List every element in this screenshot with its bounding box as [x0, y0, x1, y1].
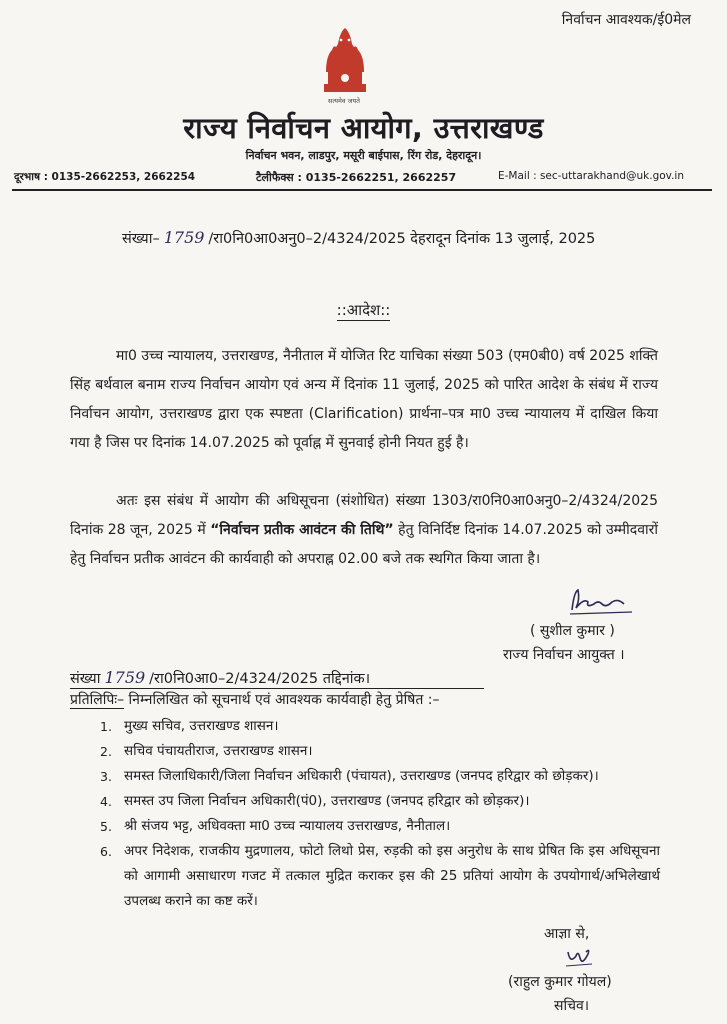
national-emblem-icon	[318, 22, 372, 98]
copy-reference-underline	[70, 688, 484, 689]
order-heading-text: ::आदेश::	[336, 301, 391, 319]
copy-recipient-list	[100, 714, 660, 914]
secretary-name: (राहुल कुमार गोयल)	[508, 974, 612, 990]
commissioner-signature	[566, 586, 636, 616]
list-item-number: 6.	[100, 844, 112, 859]
list-item-number: 2.	[100, 744, 112, 759]
commission-title: राज्य निर्वाचन आयोग, उत्तराखण्ड	[183, 111, 544, 145]
list-item	[100, 714, 660, 739]
copy-reference-prefix: संख्या	[70, 671, 101, 687]
list-item-number: 3.	[100, 769, 112, 784]
order-paragraph-2-end: हेतु विनिर्दिष्ट दिनांक 14.07.2025 को उम्मीदवारों हेतु निर्वाचन प्रतीक आवंटन की कार्यवाही को अपराह्न 02.00 बजे तक स्थगित किया जाता है।	[70, 522, 659, 567]
copy-reference-rest: /रा0नि0आ0–2/4324/2025 तद्दिनांक।	[149, 671, 371, 687]
copy-reference-handwritten-number: 1759	[104, 668, 146, 687]
top-right-note: निर्वाचन आवश्यक/ई0मेल	[561, 12, 691, 28]
list-item	[100, 764, 660, 789]
order-heading	[0, 300, 727, 320]
list-item-text: समस्त उप जिला निर्वाचन अधिकारी(पं0), उत्तराखण्ड (जनपद हरिद्वार को छोड़कर)।	[124, 793, 530, 809]
secretary-signature	[564, 944, 594, 970]
commissioner-name: ( सुशील कुमार )	[530, 623, 615, 639]
email-address: E-Mail : sec-uttarakhand@uk.gov.in	[498, 170, 684, 182]
list-item	[100, 839, 660, 914]
commission-address: निर्वाचन भवन, लाडपुर, मसूरी बाईपास, रिंग रोड, देहरादून।	[245, 149, 482, 162]
list-item-text: सचिव पंचायतीराज, उत्तराखण्ड शासन।	[124, 743, 313, 759]
list-item	[100, 789, 660, 814]
emblem-motto: सत्यमेव जयते	[328, 97, 360, 105]
list-item-text: अपर निदेशक, राजकीय मुद्रणालय, फोटो लिथो प्रेस, रुड़की को इस अनुरोध के साथ प्रेषित कि इस अधिसूचना को आगामी असाधारण गजट में तत्काल मुद्रित कराकर इस की 25 प्रतियां आयोग के उपयोगार्थ/अभिलेखार्थ उपलब्ध कराने का कष्ट करें।	[124, 843, 660, 909]
order-paragraph-2-start: अतः इस संबंध में आयोग की अधिसूचना (संशोधित) संख्या 1303/रा0नि0आ0अनु0–2/4324/2025 दिनांक 28 जून, 2025 में	[70, 493, 658, 538]
secretary-designation: सचिव।	[554, 998, 590, 1014]
list-item-number: 4.	[100, 794, 112, 809]
order-paragraph-2	[70, 487, 658, 574]
by-order-text: आज्ञा से,	[544, 926, 590, 942]
reference-line	[122, 228, 595, 248]
reference-handwritten-number: 1759	[163, 228, 205, 247]
phone-number: दूरभाष : 0135-2662253, 2662254	[14, 171, 196, 183]
list-item	[100, 814, 660, 839]
commissioner-designation: राज्य निर्वाचन आयुक्त ।	[503, 647, 625, 663]
list-item-text: श्री संजय भट्ट, अधिवक्ता मा0 उच्च न्यायालय उत्तराखण्ड, नैनीताल।	[124, 818, 451, 834]
list-item-text: समस्त जिलाधिकारी/जिला निर्वाचन अधिकारी (पंचायत), उत्तराखण्ड (जनपद हरिद्वार को छोड़कर)।	[124, 768, 599, 784]
header-divider	[12, 189, 712, 191]
order-paragraph-2-emphasis: “निर्वाचन प्रतीक आवंटन की तिथि”	[210, 522, 394, 538]
copy-to-text: निम्नलिखित को सूचनार्थ एवं आवश्यक कार्यवाही हेतु प्रेषित :–	[124, 692, 440, 708]
order-paragraph-1: मा0 उच्च न्यायालय, उत्तराखण्ड, नैनीताल में योजित रिट याचिका संख्या 503 (एम0बी0) वर्ष 2025 शक्ति सिंह बर्थवाल बनाम राज्य निर्वाचन आयोग एवं अन्य में दिनांक 11 जुलाई, 2025 को पारित आदेश के संबंध में राज्य निर्वाचन आयोग, उत्तराखण्ड द्वारा एक स्पष्टता (Clarification) प्रार्थना–पत्र मा0 उच्च न्यायालय में दाखिल किया गया है जिस पर दिनांक 14.07.2025 को पूर्वाह्न में सुनवाई होनी नियत हुई है।	[70, 348, 658, 451]
copy-reference-line	[70, 668, 370, 688]
fax-number: टैलीफैक्स : 0135-2662251, 2662257	[256, 171, 457, 184]
list-item-number: 1.	[100, 719, 112, 734]
copy-to-label: प्रतिलिपिः–	[70, 692, 125, 708]
reference-rest: /रा0नि0आ0अनु0–2/4324/2025 देहरादून दिनांक 13 जुलाई, 2025	[208, 231, 596, 247]
copy-to-line	[70, 690, 440, 709]
list-item-number: 5.	[100, 819, 112, 834]
list-item	[100, 739, 660, 764]
reference-prefix: संख्या–	[122, 231, 160, 247]
list-item-text: मुख्य सचिव, उत्तराखण्ड शासन।	[124, 718, 279, 734]
